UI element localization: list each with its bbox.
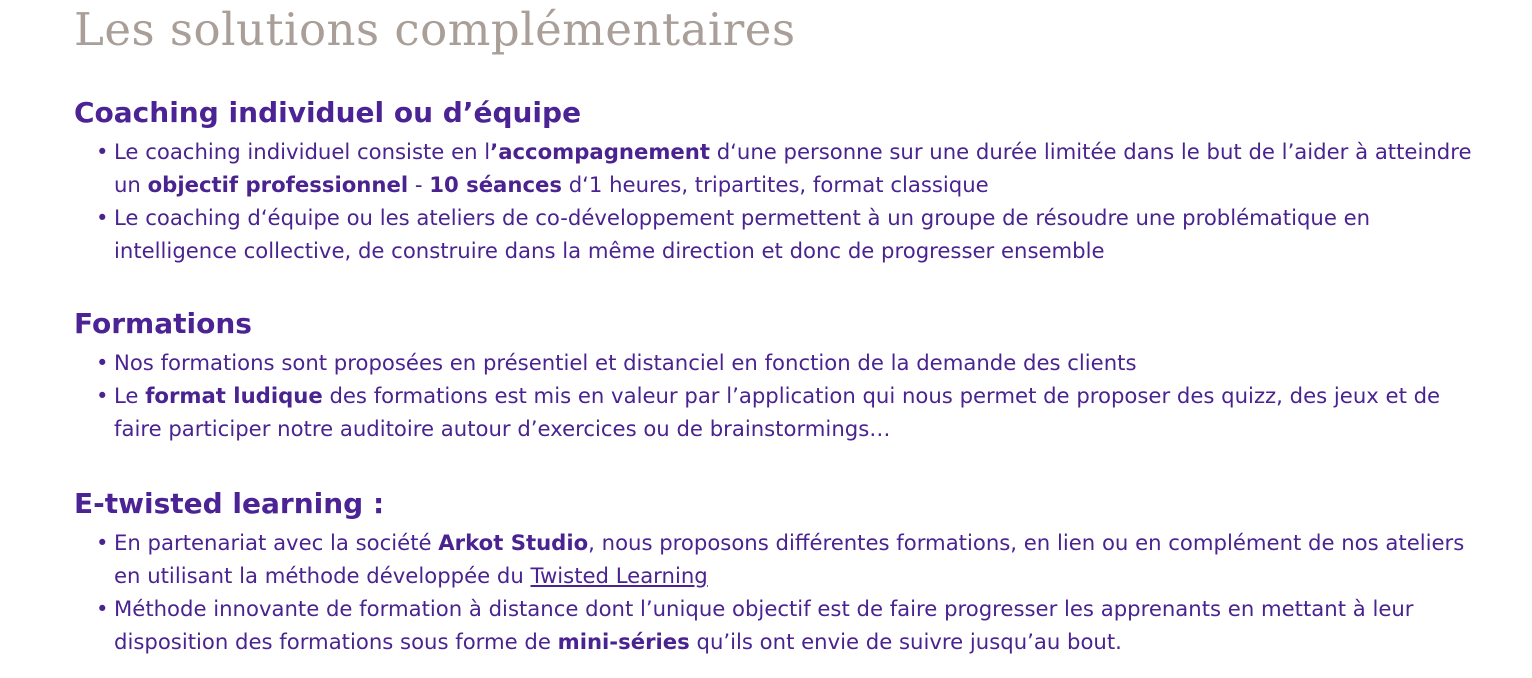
- text-segment: Le coaching d‘équipe ou les ateliers de co-développement permettent à un groupe de résoudre une problématique en intelligence collective, de construire dans la même direction et donc de progresser ensemble: [114, 205, 1371, 263]
- text-segment: Le coaching individuel consiste en l: [114, 139, 491, 164]
- bullet-list-coaching: [74, 135, 1494, 267]
- text-segment: -: [408, 172, 430, 197]
- section-heading-e-twisted-learning: E-twisted learning :: [74, 487, 385, 520]
- section-formations: [74, 306, 1494, 445]
- section-heading-formations: Formations: [74, 307, 252, 340]
- list-item-methode-innovante: [74, 592, 1494, 658]
- section-coaching: [74, 95, 1494, 267]
- twisted-learning-link[interactable]: Twisted Learning: [530, 563, 708, 588]
- text-segment: qu’ils ont envie de suivre jusqu’au bout.: [689, 629, 1122, 654]
- text-segment: Le: [114, 383, 146, 408]
- text-segment: d‘1 heures, tripartites, format classique: [561, 172, 989, 197]
- text-segment: , nous proposons différentes formations, en lien ou en complément de nos ateliers en utilisant la méthode développée du: [114, 530, 1465, 588]
- text-segment: En partenariat avec la société: [114, 530, 439, 555]
- bold-format-ludique: format ludique: [145, 383, 323, 408]
- text-segment: Méthode innovante de formation à distance dont l’unique objectif est de faire progresser les apprenants en mettant à leur disposition des formations sous forme de: [114, 596, 1414, 654]
- text-segment: Nos formations sont proposées en présentiel et distanciel en fonction de la demande des clients: [114, 350, 1137, 375]
- bold-objectif-professionnel: objectif professionnel: [147, 172, 409, 197]
- bullet-list-formations: [74, 346, 1494, 445]
- section-heading-coaching: Coaching individuel ou d’équipe: [74, 96, 582, 129]
- list-item-presentiel-distanciel: [74, 346, 1494, 379]
- list-item-coaching-equipe: [74, 201, 1494, 267]
- list-item-format-ludique: [74, 379, 1494, 445]
- section-e-twisted-learning: [74, 486, 1494, 658]
- text-segment: d‘une personne sur une durée limitée dans le but de l’aider à atteindre un: [114, 139, 1472, 197]
- bold-10-seances: 10 séances: [429, 172, 562, 197]
- bold-arkot-studio: Arkot Studio: [438, 530, 589, 555]
- page-title: Les solutions complémentaires: [74, 3, 796, 56]
- text-segment: des formations est mis en valeur par l’application qui nous permet de proposer des quizz, des jeux et de faire participer notre auditoire autour d’exercices ou de brainstormings…: [114, 383, 1441, 441]
- bold-mini-series: mini-séries: [557, 629, 690, 654]
- list-item-partenariat: [74, 526, 1494, 592]
- list-item-coaching-individuel: [74, 135, 1494, 201]
- bullet-list-e-twisted-learning: [74, 526, 1494, 658]
- bold-accompagnement: ’accompagnement: [490, 139, 710, 164]
